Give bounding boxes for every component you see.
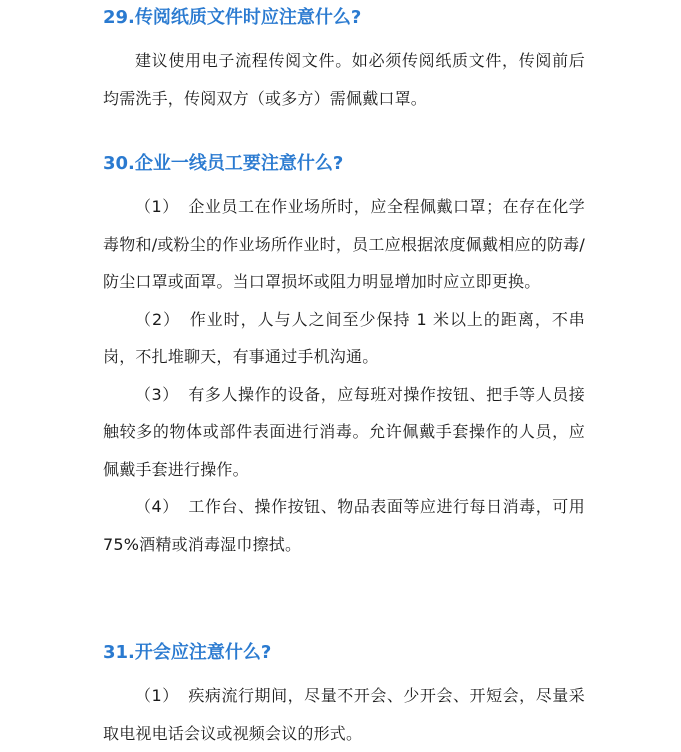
item-number: （3） <box>135 384 179 404</box>
item-number: （4） <box>135 497 179 516</box>
item-number: （1） <box>135 197 179 216</box>
paragraph <box>103 488 585 563</box>
item-text: 疾病流行期间，尽量不开会、少开会、开短会，尽量采取电视电话会议或视频会议的形式。 <box>103 686 585 743</box>
section-29 <box>103 6 585 117</box>
paragraph <box>103 301 585 376</box>
section-heading: 31.开会应注意什么? <box>103 642 272 663</box>
section-heading: 30.企业一线员工要注意什么? <box>103 153 344 174</box>
paragraph <box>103 376 585 489</box>
item-text: 作业时，人与人之间至少保持 1 米以上的距离，不串岗，不扎堆聊天，有事通过手机沟通。 <box>103 309 585 366</box>
item-number: （2） <box>135 309 181 329</box>
section-30 <box>103 152 585 563</box>
paragraph <box>103 188 585 301</box>
section-31 <box>103 641 585 752</box>
item-text: 有多人操作的设备，应每班对操作按钮、把手等人员接触较多的物体或部件表面进行消毒。允许佩戴手套操作的人员，应佩戴手套进行操作。 <box>103 384 585 479</box>
item-text: 企业员工在作业场所时，应全程佩戴口罩；在存在化学毒物和/或粉尘的作业场所作业时，员工应根据浓度佩戴相应的防毒/防尘口罩或面罩。当口罩损坏或阻力明显增加时应立即更换。 <box>103 197 585 291</box>
section-heading: 29.传阅纸质文件时应注意什么? <box>103 7 362 28</box>
item-number: （1） <box>135 686 179 705</box>
paragraph <box>103 677 585 752</box>
paragraph: 建议使用电子流程传阅文件。如必须传阅纸质文件，传阅前后均需洗手，传阅双方（或多方）需佩戴口罩。 <box>103 51 585 108</box>
item-text: 工作台、操作按钮、物品表面等应进行每日消毒，可用 75%酒精或消毒湿巾擦拭。 <box>103 497 585 554</box>
